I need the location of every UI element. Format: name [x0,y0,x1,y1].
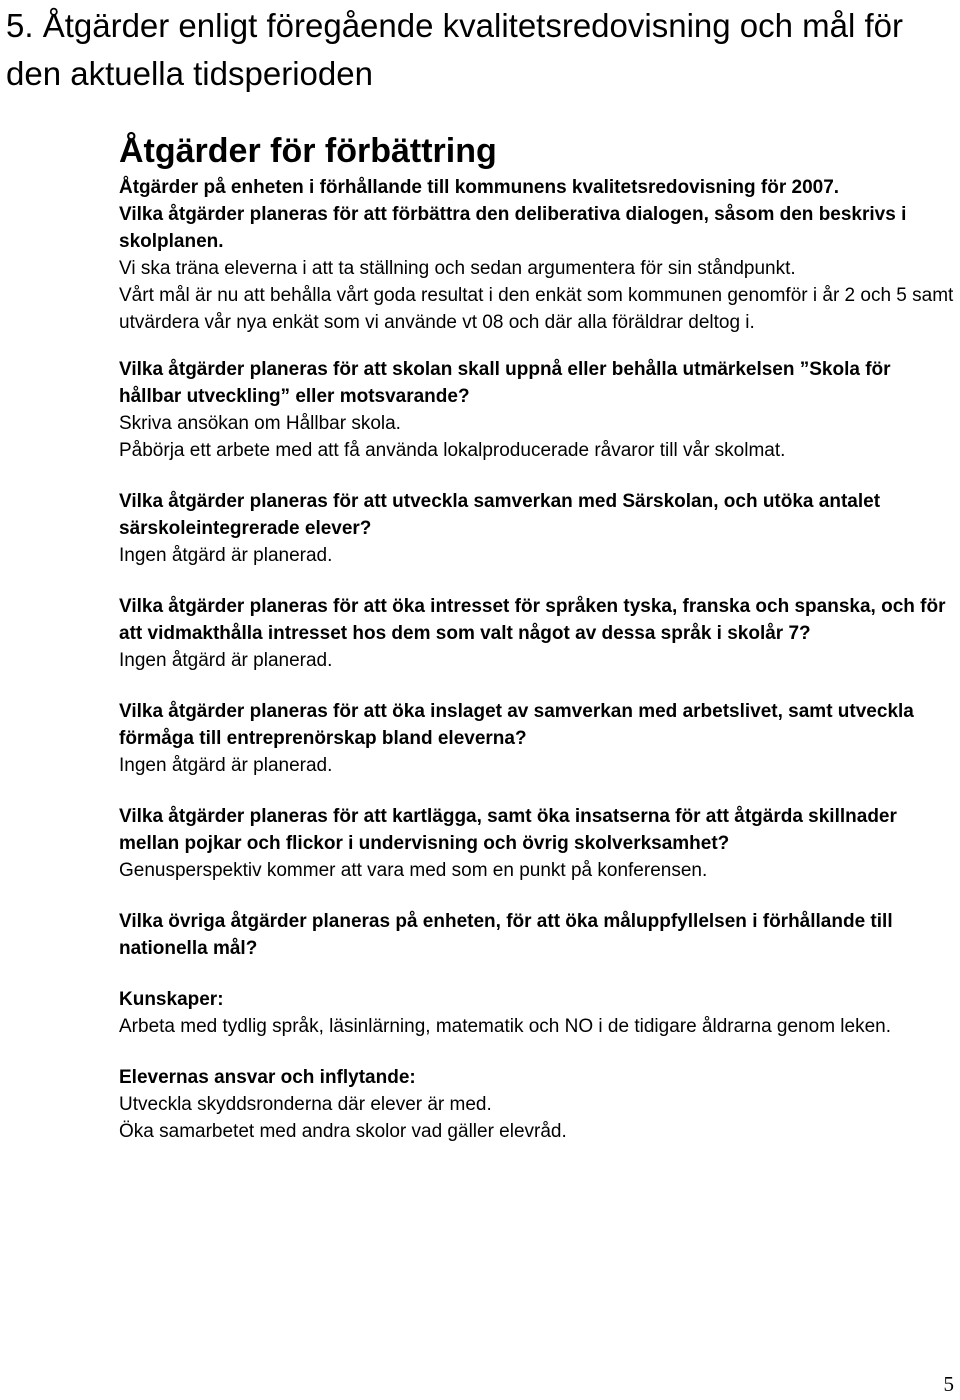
question-block-sarskolan [119,488,954,569]
intro-block [119,174,954,336]
intro-heading: Åtgärder på enheten i förhållande till kommunens kvalitetsredovisning för 2007. [119,177,840,198]
question-sarskolan: Vilka åtgärder planeras för att utveckla samverkan med Särskolan, och utöka antalet särskoleintegrerade elever? [119,491,881,539]
question-ovriga: Vilka övriga åtgärder planeras på enheten, för att öka måluppfyllelsen i förhållande till nationella mål? [119,911,893,959]
question-genus: Vilka åtgärder planeras för att kartlägga, samt öka insatserna för att åtgärda skillnader mellan pojkar och flickor i undervisning och övrig skolverksamhet? [119,806,897,854]
dialog-question: Vilka åtgärder planeras för att förbättra den deliberativa dialogen, såsom den beskrivs i skolplanen. [119,204,907,252]
question-block-ovriga [119,908,954,962]
section-heading: 5. Åtgärder enligt föregående kvalitetsredovisning och mål för den aktuella tidsperioden [6,7,904,92]
answer-hallbar-2: Påbörja ett arbete med att få använda lokalproducerade råvaror till vår skolmat. [119,440,786,461]
question-arbetslivet: Vilka åtgärder planeras för att öka inslaget av samverkan med arbetslivet, samt utveckla förmåga till entreprenörskap bland eleverna? [119,701,914,749]
dialog-answer-2: Vårt mål är nu att behålla vårt goda resultat i den enkät som kommunen genomför i år 2 och 5 samt utvärdera vår nya enkät som vi använde vt 08 och där alla föräldrar deltog i. [119,285,954,333]
question-block-sprak [119,593,954,674]
dialog-answer-1: Vi ska träna eleverna i att ta ställning och sedan argumentera för sin ståndpunkt. [119,258,796,279]
page-number: 5 [943,1372,954,1396]
elevernas-text-2: Öka samarbetet med andra skolor vad gäller elevråd. [119,1121,567,1142]
answer-sarskolan: Ingen åtgärd är planerad. [119,545,333,566]
answer-genus: Genusperspektiv kommer att vara med som en punkt på konferensen. [119,860,708,881]
kunskaper-text: Arbeta med tydlig språk, läsinlärning, matematik och NO i de tidigare åldrarna genom leken. [119,1016,891,1037]
kunskaper-block [119,986,954,1040]
elevernas-label: Elevernas ansvar och inflytande: [119,1067,416,1088]
question-hallbar: Vilka åtgärder planeras för att skolan skall uppnå eller behålla utmärkelsen ”Skola för hållbar utveckling” eller motsvarande? [119,359,891,407]
kunskaper-label: Kunskaper: [119,989,224,1010]
question-block-hallbar [119,356,954,464]
elevernas-block [119,1064,954,1145]
question-block-genus [119,803,954,884]
answer-arbetslivet: Ingen åtgärd är planerad. [119,755,333,776]
elevernas-text-1: Utveckla skyddsronderna där elever är med. [119,1094,492,1115]
document-body [119,128,954,1169]
question-sprak: Vilka åtgärder planeras för att öka intresset för språken tyska, franska och spanska, och för att vidmakthålla intresset hos dem som valt något av dessa språk i skolår 7? [119,596,946,644]
answer-sprak: Ingen åtgärd är planerad. [119,650,333,671]
answer-hallbar-1: Skriva ansökan om Hållbar skola. [119,413,401,434]
page-title: Åtgärder för förbättring [119,132,497,170]
question-block-arbetslivet [119,698,954,779]
